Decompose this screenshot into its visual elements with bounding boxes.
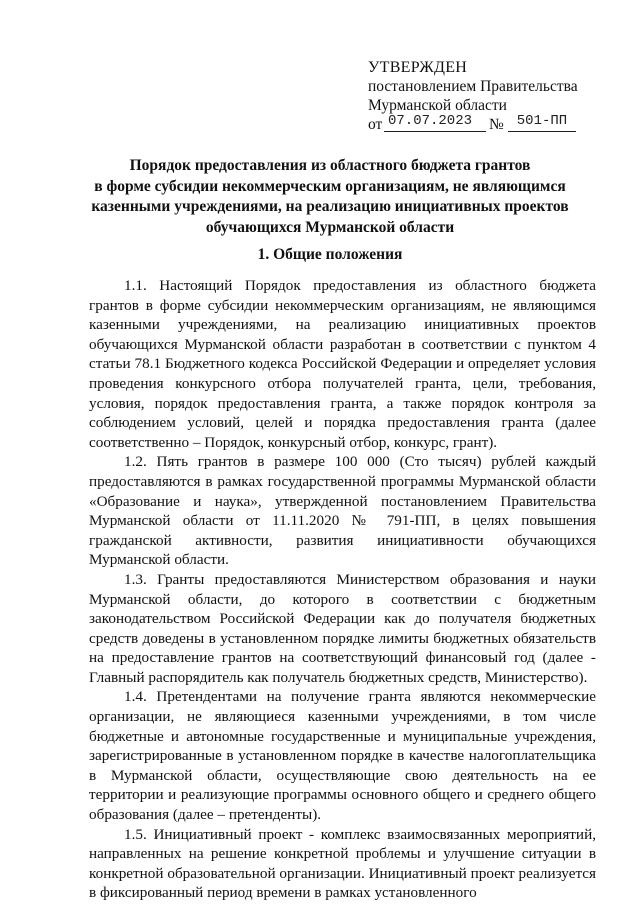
paragraph-1-3: 1.3. Гранты предоставляются Министерством образования и науки Мурманской области, до которого в соответствии с бюджетным законодательством Российской Федерации как до получателя бюджетных средств доведены в установленном порядке лимиты бюджетных обязательств на предоставление грантов на соответствующий финансовый год (далее - Главный распорядитель как получатель бюджетных средств, Министерство). <box>89 570 596 686</box>
document-title-line-3: казенными учреждениями, на реализацию инициативных проектов <box>91 198 569 215</box>
approval-number: 501-ПП <box>508 112 576 132</box>
date-prefix: от <box>368 116 383 133</box>
number-sign: № <box>489 116 504 133</box>
document-title-line-1: Порядок предоставления из областного бюджета грантов <box>129 157 531 174</box>
approval-line-2: Мурманской области <box>368 97 507 114</box>
approval-line-1: постановлением Правительства <box>368 78 578 95</box>
paragraph-1-5: 1.5. Инициативный проект - комплекс взаимосвязанных мероприятий, направленных на решение конкретной проблемы и улучшение ситуации в конкретной образовательной организации. Инициативный проект реализуется в фиксированный период времени в рамках установленного <box>89 825 596 902</box>
approval-stamp <box>368 58 618 135</box>
paragraph-1-2: 1.2. Пять грантов в размере 100 000 (Сто тысяч) рублей каждый предоставляются в рамках государственной программы Мурманской области «Образование и наука», утвержденной постановлением Правительства Мурманской области от 11.11.2020 № 791-ПП, в целях повышения гражданской активности, развития инициативности обучающихся Мурманской области. <box>89 453 596 569</box>
section-title: 1. Общие положения <box>257 246 403 263</box>
document-title-line-2: в форме субсидии некоммерческим организациям, не являющимся <box>94 177 566 195</box>
approval-title: УТВЕРЖДЕН <box>368 59 468 76</box>
document-body <box>89 276 596 903</box>
paragraph-1-1: 1.1. Настоящий Порядок предоставления из областного бюджета грантов в форме субсидии некоммерческим организациям, не являющимся казенными учреждениями, на реализацию инициативных проектов обучающихся Мурманской области разработан в соответствии с пунктом 4 статьи 78.1 Бюджетного кодекса Российской Федерации и определяет условия проведения конкурсного отбора получателей гранта, цели, требования, условия, порядок предоставления гранта, а также порядок контроля за соблюдением условий, целей и порядка предоставления гранта (далее соответственно – Порядок, конкурсный отбор, конкурс, грант). <box>89 277 596 451</box>
document-title <box>90 156 570 238</box>
approval-date-line <box>368 115 618 135</box>
approval-date: 07.07.2023 <box>384 112 486 132</box>
document-title-line-4: обучающихся Мурманской области <box>205 218 455 236</box>
paragraph-1-4: 1.4. Претендентами на получение гранта являются некоммерческие организации, не являющиеся казенными учреждениями, в том числе бюджетные и автономные государственные и муниципальные учреждения, зарегистрированные в установленном порядке в качестве налогоплательщика в Мурманской области, осуществляющие свою деятельность на ее территории и реализующие программы основного общего и среднего общего образования (далее – претенденты). <box>89 688 596 824</box>
